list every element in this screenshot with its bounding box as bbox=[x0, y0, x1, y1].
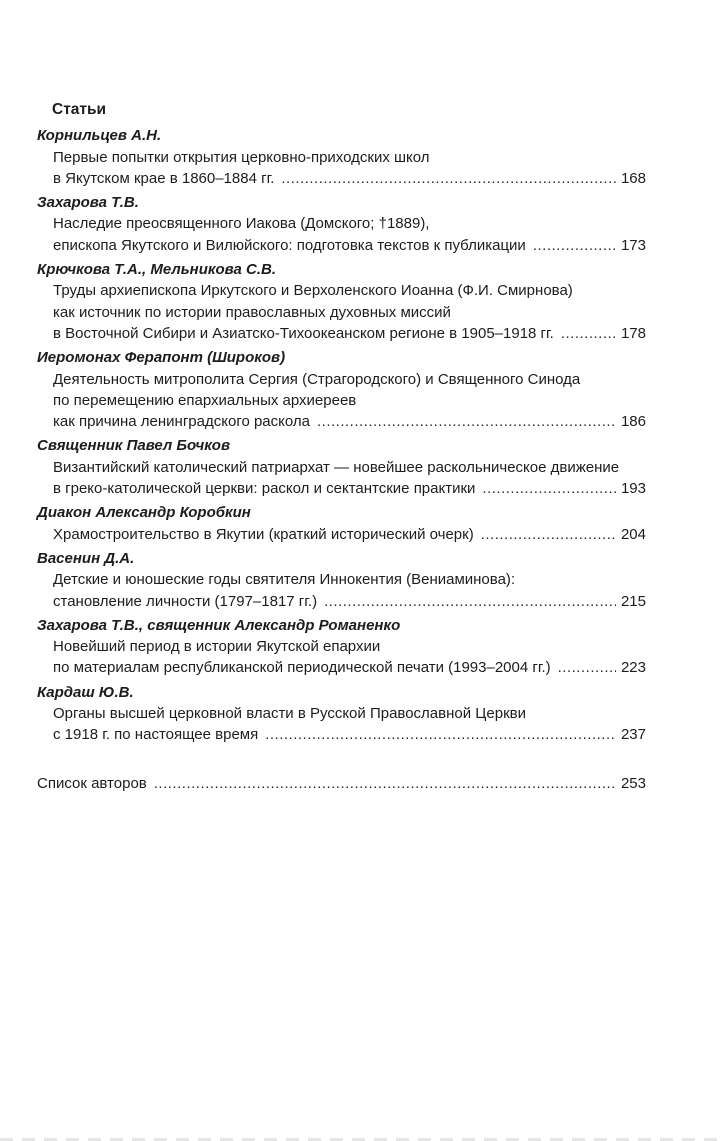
toc-entry-title-line: по перемещению епархиальных архиереев bbox=[53, 391, 357, 409]
toc-entry-title-line: как причина ленинградского раскола bbox=[53, 413, 310, 431]
dot-leader bbox=[265, 724, 616, 745]
toc-entry-title-line: в греко-католической церкви: раскол и сектантские практики bbox=[53, 480, 476, 498]
toc-entry bbox=[37, 125, 646, 189]
dot-leader bbox=[481, 524, 616, 545]
toc-entry-title-line: Труды архиепископа Иркутского и Верхоленского Иоанна (Ф.И. Смирнова) bbox=[53, 282, 573, 300]
toc-entry-page-number: 193 bbox=[620, 480, 646, 498]
toc-entry-title-line: как источник по истории православных духовных миссий bbox=[53, 303, 451, 321]
toc-entry-title-line: епископа Якутского и Вилюйского: подготовка текстов к публикации bbox=[53, 236, 526, 254]
authors-list-page-number: 253 bbox=[620, 774, 646, 792]
dot-leader bbox=[281, 168, 616, 189]
toc-entry-last-line bbox=[53, 323, 646, 344]
toc-entry-page-number: 237 bbox=[620, 726, 646, 744]
toc-entry-author: Крючкова Т.А., Мельникова С.В. bbox=[37, 261, 277, 279]
dot-leader bbox=[561, 323, 616, 344]
toc-entry bbox=[37, 615, 646, 679]
toc-entry bbox=[37, 192, 646, 256]
toc-entry-page-number: 223 bbox=[620, 659, 646, 677]
toc-entry bbox=[37, 548, 646, 612]
toc-entry-last-line bbox=[53, 524, 646, 545]
toc-entry-title-line: Новейший период в истории Якутской епархии bbox=[53, 638, 381, 656]
toc-entry-author: Кардаш Ю.В. bbox=[37, 683, 134, 701]
toc-entry-title-line: с 1918 г. по настоящее время bbox=[53, 726, 259, 744]
toc-entry-title-line: Храмостроительство в Якутии (краткий исторический очерк) bbox=[53, 525, 474, 543]
toc-entry-last-line bbox=[53, 478, 646, 499]
toc-entry-author: Васенин Д.А. bbox=[37, 549, 135, 567]
toc-entry-author: Священник Павел Бочков bbox=[37, 437, 231, 455]
toc-entry-title-line: Наследие преосвященного Иакова (Домского; †1889), bbox=[53, 215, 430, 233]
dot-leader bbox=[324, 591, 616, 612]
toc-entry bbox=[37, 682, 646, 746]
toc-entry bbox=[37, 435, 646, 499]
toc-entry-title-line: Детские и юношеские годы святителя Иннокентия (Вениаминова): bbox=[53, 571, 516, 589]
toc-entry-author: Захарова Т.В., священник Александр Романенко bbox=[37, 616, 401, 634]
dot-leader bbox=[154, 773, 616, 794]
toc-entry-title-line: Первые попытки открытия церковно-приходских школ bbox=[53, 148, 430, 166]
toc-entry bbox=[37, 259, 646, 344]
toc-entry-title-line: в Якутском крае в 1860–1884 гг. bbox=[53, 169, 275, 187]
section-heading: Статьи bbox=[52, 101, 107, 118]
toc-entry-title-line: Деятельность митрополита Сергия (Страгородского) и Священного Синода bbox=[53, 370, 581, 388]
toc-entry-last-line bbox=[53, 724, 646, 745]
toc-entry-title-line: в Восточной Сибири и Азиатско-Тихоокеанском регионе в 1905–1918 гг. bbox=[53, 324, 554, 342]
dot-leader bbox=[482, 478, 616, 499]
toc-entry-title-line: становление личности (1797–1817 гг.) bbox=[53, 592, 318, 610]
toc-entry-title-line: по материалам республиканской периодической печати (1993–2004 гг.) bbox=[53, 659, 551, 677]
toc-entry bbox=[37, 347, 646, 432]
toc-entry-title-line: Органы высшей церковной власти в Русской Православной Церкви bbox=[53, 705, 526, 723]
toc-entry-last-line bbox=[53, 235, 646, 256]
toc-entry-page-number: 168 bbox=[620, 169, 646, 187]
toc-entry-page-number: 204 bbox=[620, 525, 646, 543]
dot-leader bbox=[317, 411, 616, 432]
toc-entry-author: Иеромонах Ферапонт (Широков) bbox=[37, 349, 286, 367]
toc-entry bbox=[37, 502, 646, 545]
toc-entry-page-number: 186 bbox=[620, 413, 646, 431]
toc-entries bbox=[37, 125, 646, 745]
toc-entry-author: Захарова Т.В. bbox=[37, 194, 139, 212]
toc-entry-last-line bbox=[53, 168, 646, 189]
authors-list-line bbox=[37, 773, 646, 794]
authors-list-label: Список авторов bbox=[37, 774, 147, 792]
toc-entry-last-line bbox=[53, 657, 646, 678]
dot-leader bbox=[533, 235, 616, 256]
toc-entry-page-number: 215 bbox=[620, 592, 646, 610]
toc-entry-page-number: 178 bbox=[620, 324, 646, 342]
toc-entry-last-line bbox=[53, 411, 646, 432]
toc-entry-author: Корнильцев А.Н. bbox=[37, 127, 162, 145]
dot-leader bbox=[558, 657, 616, 678]
toc-entry-title-line: Византийский католический патриархат — новейшее раскольническое движение bbox=[53, 458, 620, 476]
toc-entry-page-number: 173 bbox=[620, 236, 646, 254]
toc-entry-last-line bbox=[53, 591, 646, 612]
toc-entry-author: Диакон Александр Коробкин bbox=[37, 504, 251, 522]
